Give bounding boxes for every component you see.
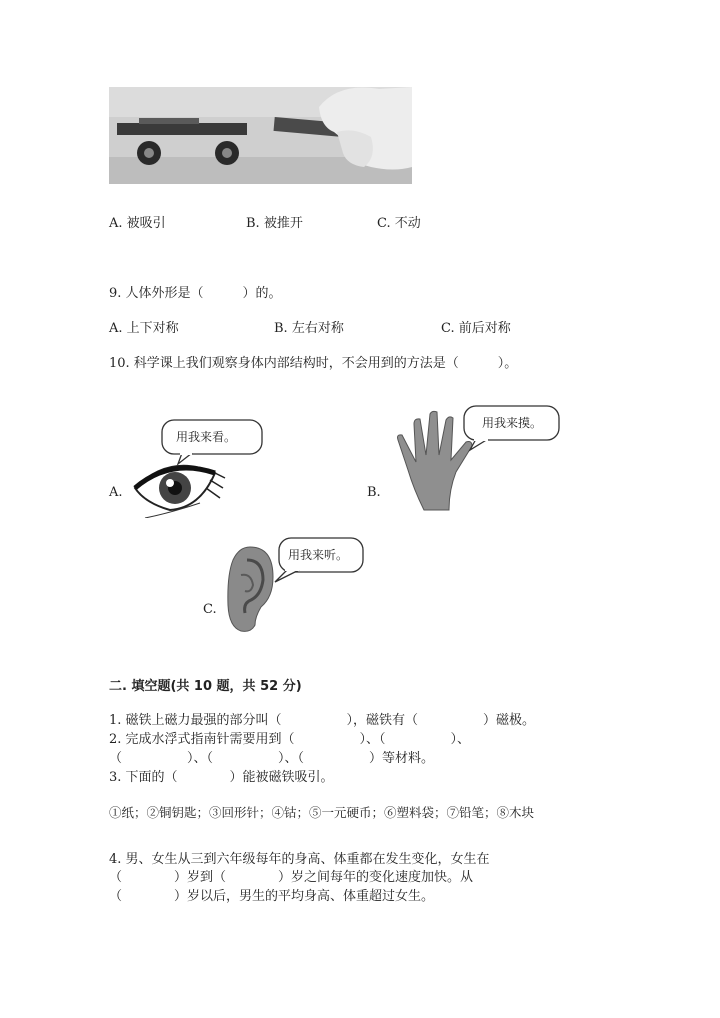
q8-option-b: B. 被推开 <box>246 216 303 231</box>
bubble-a-text: 用我来看。 <box>176 430 237 444</box>
fill-q3-items: ①纸；②铜钥匙；③回形针；④钴；⑤一元硬币；⑥塑料袋；⑦铅笔；⑧木块 <box>109 805 535 820</box>
fill-q2-line1: 2. 完成水浮式指南针需要用到（ ）、（ ）、 <box>109 732 471 747</box>
q9-option-b: B. 左右对称 <box>274 321 344 336</box>
q10-stem: 10. 科学课上我们观察身体内部结构时，不会用到的方法是（ ）。 <box>109 356 518 371</box>
q10-option-c-letter: C. <box>203 602 217 617</box>
q9-stem: 9. 人体外形是（ ）的。 <box>109 286 282 301</box>
section-2-heading: 二. 填空题(共 10 题，共 52 分) <box>109 679 302 694</box>
q10-option-b-letter: B. <box>367 485 381 500</box>
q10-option-a-letter: A. <box>109 485 123 500</box>
fill-q4-line1: 4. 男、女生从三到六年级每年的身高、体重都在发生变化，女生在 <box>109 852 490 867</box>
bubble-b-text: 用我来摸。 <box>482 416 543 430</box>
fill-q1: 1. 磁铁上磁力最强的部分叫（ ），磁铁有（ ）磁极。 <box>109 713 536 728</box>
fill-q4-line3: （ ）岁以后，男生的平均身高、体重超过女生。 <box>109 889 435 904</box>
q9-option-c: C. 前后对称 <box>441 321 511 336</box>
fill-q2-line2: （ ）、（ ）、（ ）等材料。 <box>109 751 435 766</box>
bubble-c-text: 用我来听。 <box>288 548 349 562</box>
ear-illustration <box>225 545 275 633</box>
fill-q3: 3. 下面的（ ）能被磁铁吸引。 <box>109 770 334 785</box>
q9-option-a: A. 上下对称 <box>109 321 179 336</box>
fill-q4-line2: （ ）岁到（ ）岁之间每年的变化速度加快。从 <box>109 870 474 885</box>
q8-option-a: A. 被吸引 <box>109 216 166 231</box>
q8-option-c: C. 不动 <box>377 216 421 231</box>
magnet-car-photo <box>109 87 412 184</box>
